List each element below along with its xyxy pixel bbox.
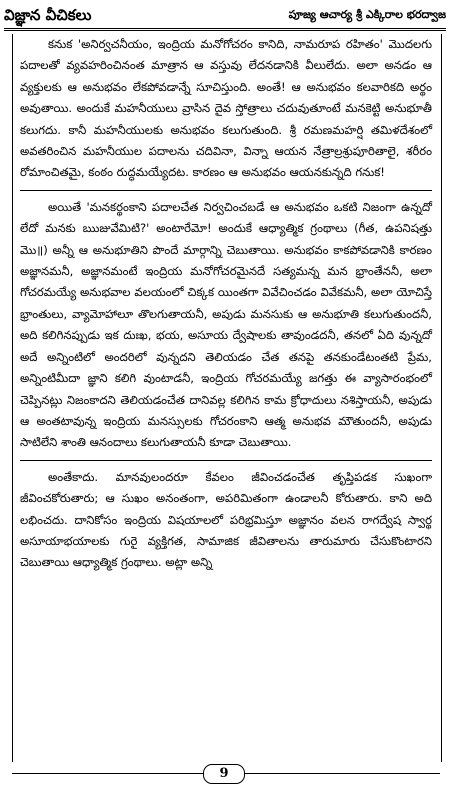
running-header	[4, 4, 446, 26]
paragraph-1: కనుక 'అనిర్వచనీయం, ఇంద్రియ మనోగోచరం కానిది, నామరూప రహితం' మొదలగు పదాలతో వ్యవహరించినంత మాత్రాన ఆ వస్తువు లేదనడానికి వీలులేదు. అలా అనడం ఆ వ్యక్తులకు ఆ అనుభవం లేకపోవడాన్నే సూచిస్తుంది. అంతే! ఆ అనుభవం కలవారికది అర్థం అవుతాయి. అందుకే మహనీయులు వ్రాసిన దైవ స్తోత్రాలు చదువుతూంటే మనకెట్టి అనుభూతీ కలుగదు. కానీ మహనీయులకు అనుభవం కలుగుతుంది. శ్రీ రమణమహర్షి తమిళదేశంలో అవతరించిన మహనీయుల పదాలను చదివినా, విన్నా ఆయన నేత్రాల్రశ్రుపూరితాలై, శరీరం రోమాంచితమై, కంఠం రుద్ధమయ్యేదట. కారణం ఆ అనుభవం ఆయనకున్నది గనుక!	[20, 37, 432, 180]
paragraph-divider	[20, 190, 432, 191]
paragraph-3: అంతేకాదు. మానవులందరూ కేవలం జీవించడంచేత తృప్తిపడక సుఖంగా జీవించకోరుతారు; ఆ సుఖం అనంతంగా, అపరిమితంగా ఉండాలనీ కోరుతారు. కాని అది లభించదు. దానికోసం ఇంద్రియ విషయాలలో పరిభ్రమిస్తూ అజ్ఞానం వలన రాగద్వేష స్వార్థ అసూయాభయాలకు గురై వ్యక్తిగత, సామాజిక జీవితాలను తారుమారు చేసుకొంటారని చెబుతాయి ఆధ్యాత్మిక గ్రంథాలు. అట్లా అన్ని	[20, 469, 432, 570]
header-rule	[4, 28, 446, 31]
page-footer	[0, 762, 450, 786]
page-number: 9	[203, 764, 245, 784]
body-text	[20, 34, 432, 580]
paragraph-divider	[20, 460, 432, 461]
author-name: పూజ్య ఆచార్య శ్రీ ఎక్కిరాల భరద్వాజ	[288, 8, 446, 21]
paragraph-2: అయితే 'మనకర్థంకాని పదాలచేత నిర్వచించబడే ఆ అనుభవం ఒకటి నిజంగా ఉన్నదో లేదో మనకు ఋజువేమిటి?' అంటారేమో! అందుకే ఆధ్యాత్మిక గ్రంథాలు (గీత, ఉపనిషత్తు మొ॥) అన్నీ ఆ అనుభూతిని పొందే మార్గాన్ని చెబుతాయి. అనుభవం కాకపోవడానికి కారణం అజ్ఞానమనీ, అజ్ఞానమంటే ఇంద్రియ మనోగోచరమైనదే సత్యమన్న మన భ్రాంతేననీ, అలా గోచరమయ్యే అనుభవాల వలయంలో చిక్కక యింతగా వివేచించడం వివేకమనీ, అలా యోచిస్తే భ్రాంతులు, వ్యామోహాలూ తొలగుతాయనీ, అపుడు మనసుకు ఆ అనుభూతి కలుగుతుందనీ, అది కలిగినప్పుడు ఇక దుఃఖ, భయ, అసూయ ద్వేషాలకు తావుండదనీ, తనలో ఏది వున్నదో అదే అన్నింటిలో అందరిలో వున్నదని తెలియడం చేత తనపై తనకుండేటంతటి ప్రేమ, అన్నింటిమీదా జ్ఞాని కలిగి వుంటాడనీ, ఇంద్రియ గోచరమయ్యే జగత్తు ఈ వ్యాసారంభంలో చెప్పినట్లు నిజంకాదని తెలియడంచేత దానివల్ల కలిగిన కామ క్రోధాదులు నశిస్తాయనీ, అపుడు ఆ అంతటావున్న ఇంద్రియ మనస్సులకు గోచరంకాని ఆత్మ అనుభవ మౌతుందనీ, అపుడు సాటిలేని శాంతి ఆనందాలు కలుగుతాయనీ కూడా చెబుతాయి.	[20, 199, 432, 450]
book-title: విజ్ఞాన వీచికలు	[4, 6, 92, 24]
